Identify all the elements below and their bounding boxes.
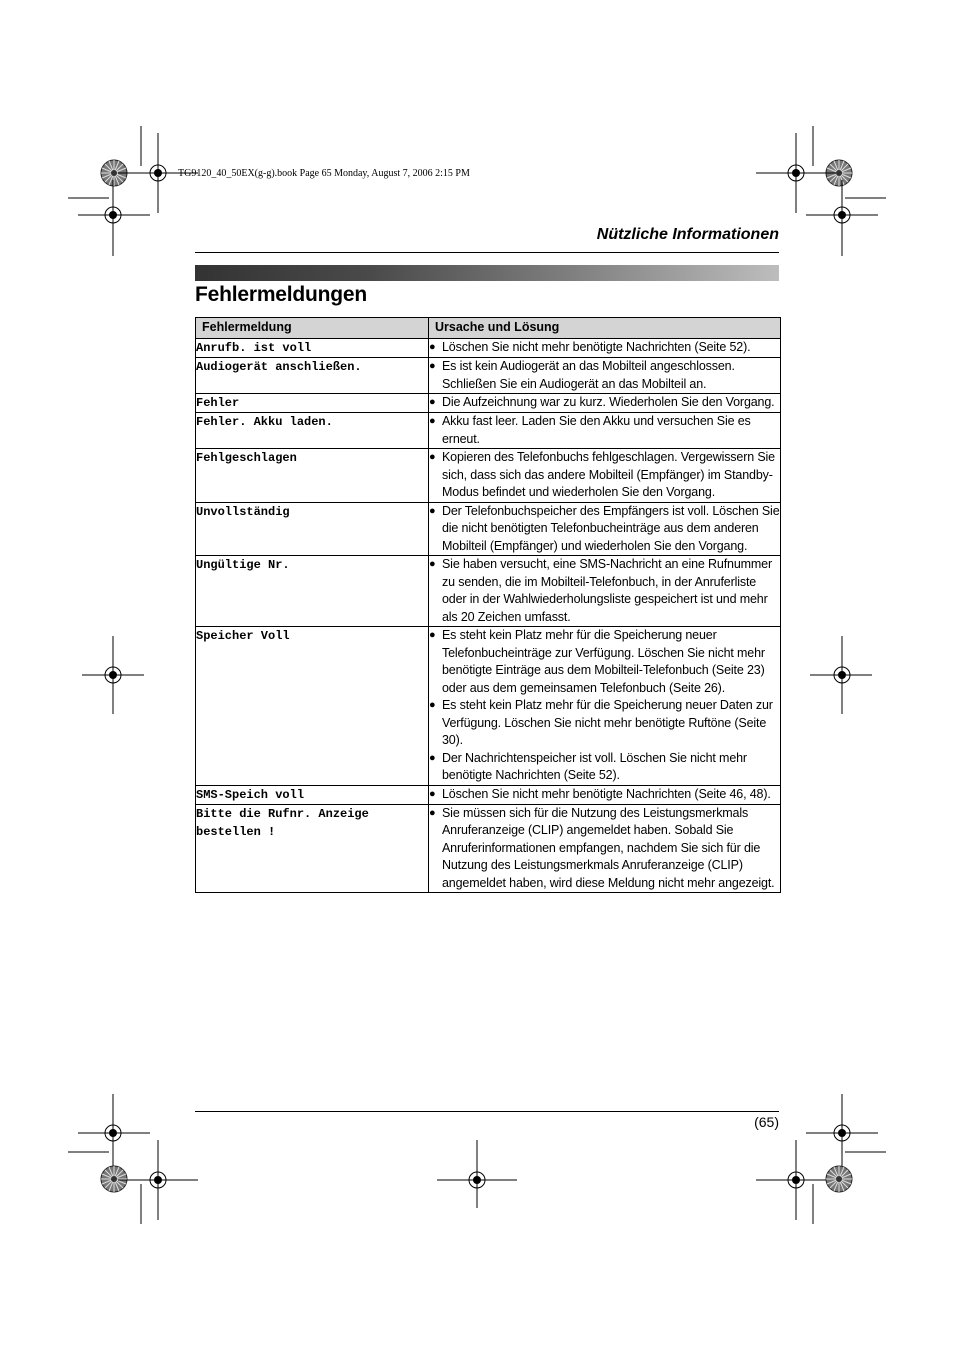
cause-text: Es ist kein Audiogerät an das Mobilteil angeschlossen. Schließen Sie ein Audiogerät an das Mobilteil an.: [442, 359, 735, 391]
footer-rule: [195, 1111, 779, 1112]
cause-solution-cell: [429, 556, 781, 627]
cause-text: Sie haben versucht, eine SMS-Nachricht an eine Rufnummer zu senden, die im Mobilteil-Telefonbuch, in der Anruferliste oder in der Wahlwiederholungsliste gespeichert ist und mehr als 20 Zeichen umfasst.: [442, 557, 772, 624]
table-row: [196, 627, 781, 786]
error-message-table: [195, 317, 781, 893]
cause-text: Die Aufzeichnung war zu kurz. Wiederholen Sie den Vorgang.: [442, 395, 775, 409]
column-header-cause: Ursache und Lösung: [429, 318, 781, 339]
error-message-cell: Audiogerät anschließen.: [196, 358, 429, 394]
cause-bullet-item: [429, 697, 780, 750]
cause-bullet-item: [429, 394, 780, 412]
page-number: (65): [754, 1114, 779, 1130]
cause-solution-cell: [429, 449, 781, 503]
cause-text: Es steht kein Platz mehr für die Speicherung neuer Telefonbucheinträge zur Verfügung. Löschen Sie nicht mehr benötigte Einträge aus dem Mobilteil-Telefonbuch (Seite 23) oder aus dem gemeinsamen Telefonbuch (Seite 26).: [442, 628, 765, 695]
cause-text: Es steht kein Platz mehr für die Speicherung neuer Daten zur Verfügung. Löschen Sie nicht mehr benötigte Ruftöne (Seite 30).: [442, 698, 773, 747]
cause-solution-cell: [429, 358, 781, 394]
cause-solution-cell: [429, 394, 781, 413]
table-row: [196, 358, 781, 394]
cause-bullet-item: [429, 449, 780, 502]
cause-bullet-item: [429, 627, 780, 697]
cause-bullet-item: [429, 358, 780, 393]
cause-bullet-item: [429, 413, 780, 448]
table-row: [196, 449, 781, 503]
cause-solution-cell: [429, 339, 781, 358]
bullet-icon: ●: [429, 451, 436, 463]
cause-text: Akku fast leer. Laden Sie den Akku und versuchen Sie es erneut.: [442, 414, 751, 446]
error-message-cell: Fehlgeschlagen: [196, 449, 429, 503]
table-body: [196, 339, 781, 893]
bullet-icon: ●: [429, 558, 436, 570]
cause-text: Kopieren des Telefonbuchs fehlgeschlagen. Vergewissern Sie sich, dass sich das andere Mobilteil (Empfänger) im Standby-Modus befindet und wiederholen Sie den Vorgang.: [442, 450, 775, 499]
table-row: [196, 785, 781, 804]
title-gradient-band: [195, 265, 779, 281]
table-row: [196, 339, 781, 358]
bullet-icon: ●: [429, 699, 436, 711]
cause-solution-cell: [429, 785, 781, 804]
page-title: Fehlermeldungen: [195, 283, 368, 306]
cause-solution-cell: [429, 413, 781, 449]
cause-bullet-item: [429, 503, 780, 556]
error-message-cell: Unvollständig: [196, 502, 429, 556]
table-header-row: [196, 318, 781, 339]
error-message-cell: Ungültige Nr.: [196, 556, 429, 627]
cause-solution-cell: [429, 804, 781, 893]
cause-solution-cell: [429, 627, 781, 786]
cause-bullet-item: [429, 786, 780, 804]
table-row: [196, 502, 781, 556]
cause-bullet-item: [429, 750, 780, 785]
cause-bullet-item: [429, 556, 780, 626]
print-info: TG9120_40_50EX(g-g).book Page 65 Monday, August 7, 2006 2:15 PM: [178, 168, 470, 179]
bullet-icon: ●: [429, 415, 436, 427]
error-message-cell: Anrufb. ist voll: [196, 339, 429, 358]
bullet-icon: ●: [429, 787, 436, 800]
bullet-icon: ●: [429, 751, 436, 764]
table-row: [196, 556, 781, 627]
bullet-icon: ●: [429, 396, 436, 408]
table-row: [196, 394, 781, 413]
bullet-icon: ●: [429, 504, 436, 517]
cause-text: Löschen Sie nicht mehr benötigte Nachrichten (Seite 46, 48).: [442, 786, 771, 801]
bullet-icon: ●: [429, 360, 436, 372]
cause-text: Sie müssen sich für die Nutzung des Leistungsmerkmals Anruferanzeige (CLIP) angemeldet haben. Sobald Sie Anruferinformationen empfangen, nachdem Sie sich für die Nutzung des Leistungsmerkmals Anruferanzeige (CLIP) angemeldet haben, wird diese Meldung nicht mehr angezeigt.: [442, 805, 775, 890]
bullet-icon: ●: [429, 806, 436, 819]
bullet-icon: ●: [429, 629, 436, 641]
cause-solution-cell: [429, 502, 781, 556]
section-header: Nützliche Informationen: [596, 226, 779, 243]
table-row: [196, 413, 781, 449]
header-rule: [195, 252, 779, 253]
cause-bullet-item: [429, 805, 780, 893]
column-header-message: Fehlermeldung: [196, 318, 429, 339]
cause-text: Löschen Sie nicht mehr benötigte Nachrichten (Seite 52).: [442, 340, 751, 354]
bullet-icon: ●: [429, 341, 436, 353]
table-row: [196, 804, 781, 893]
error-message-cell: Speicher Voll: [196, 627, 429, 786]
error-message-cell: SMS-Speich voll: [196, 785, 429, 804]
error-message-cell: Fehler: [196, 394, 429, 413]
error-message-cell: Bitte die Rufnr. Anzeige bestellen !: [196, 804, 429, 893]
cause-text: Der Nachrichtenspeicher ist voll. Löschen Sie nicht mehr benötigte Nachrichten (Seite 52).: [442, 750, 747, 782]
cause-bullet-item: [429, 339, 780, 357]
cause-text: Der Telefonbuchspeicher des Empfängers ist voll. Löschen Sie die nicht benötigten Telefonbucheinträge aus dem anderen Mobilteil (Empfänger) und wiederholen Sie den Vorgang.: [442, 503, 780, 553]
error-message-cell: Fehler. Akku laden.: [196, 413, 429, 449]
